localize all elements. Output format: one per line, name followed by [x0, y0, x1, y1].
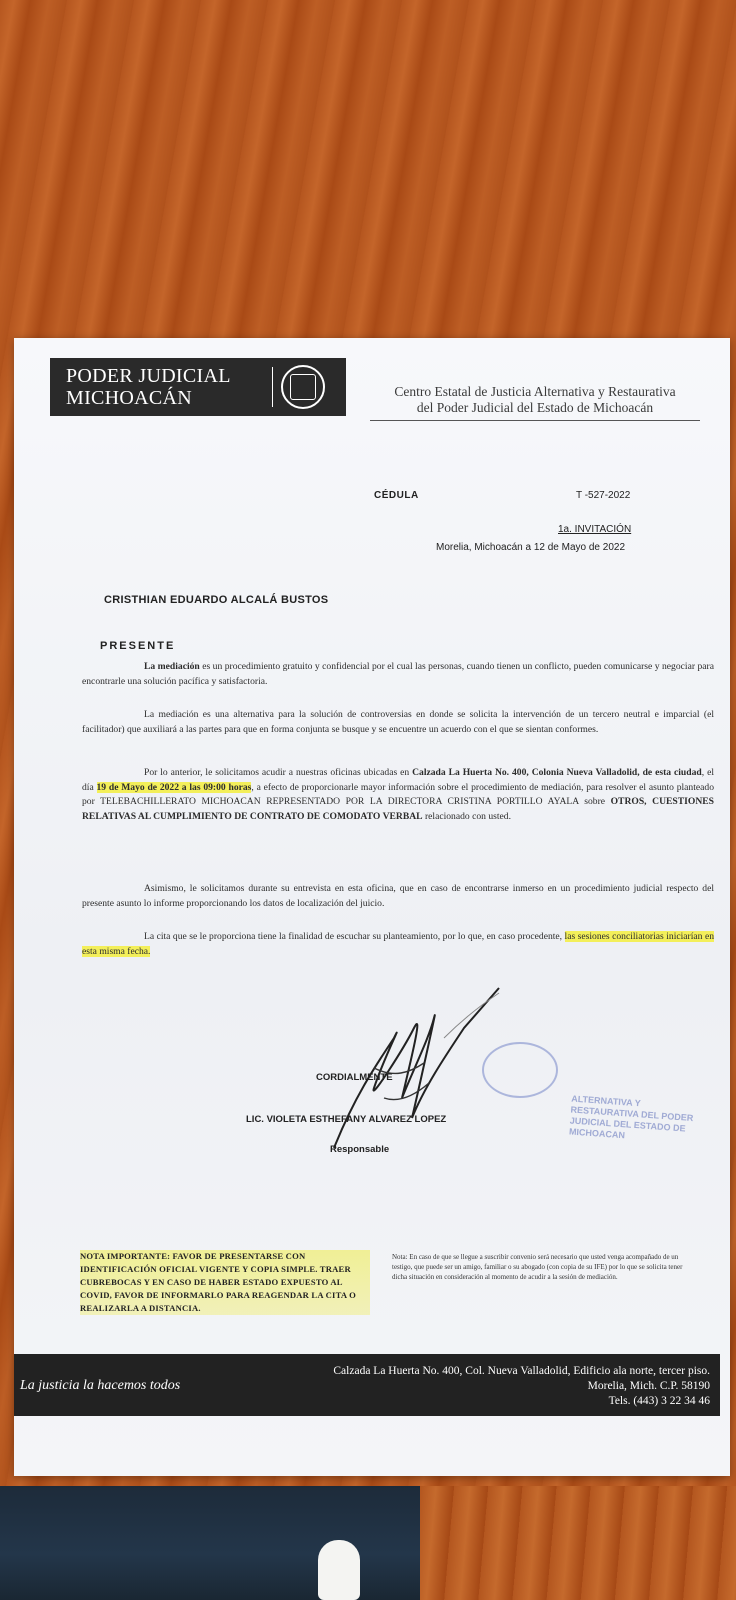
important-note: NOTA IMPORTANTE: FAVOR DE PRESENTARSE CON IDENTIFICACIÓN OFICIAL VIGENTE Y COPIA SIMPLE. TRAER CUBREBOCAS Y EN CASO DE HABER ESTADO EXPUESTO AL COVID, FAVOR DE INFORMARLO PARA REAGENDAR LA CITA O REALIZARLA A DISTANCIA.	[80, 1250, 370, 1315]
footer-address: Calzada La Huerta No. 400, Col. Nueva Valladolid, Edificio ala norte, tercer piso. Morelia, Mich. C.P. 58190 Tels. (443) 3 22 34 46	[333, 1365, 710, 1407]
org-name: PODER JUDICIAL MICHOACÁN	[66, 365, 231, 409]
glove-object	[318, 1540, 360, 1600]
header-divider	[272, 367, 273, 407]
signer-name: LIC. VIOLETA ESTHEFANY ALVAREZ LOPEZ	[246, 1114, 447, 1125]
official-stamp	[482, 1042, 558, 1098]
salutation: PRESENTE	[100, 640, 176, 652]
highlighted-sessions: las sesiones conciliatorias iniciarían en esta misma fecha.	[82, 931, 714, 957]
closing: CORDIALMENTE	[316, 1072, 393, 1083]
invitation-label: 1a. INVITACIÓN	[558, 524, 632, 535]
appointment-datetime: 19 de Mayo de 2022 a las 09:00 horas	[96, 781, 252, 793]
footer-motto: La justicia la hacemos todos	[20, 1378, 181, 1393]
paragraph-judicial-procedure: Asimismo, le solicitamos durante su entrevista en esta oficina, que en caso de encontrarse inmerso en un procedimiento judicial respecto del presente asunto lo informe proporcionando los datos de localización del juicio.	[82, 883, 714, 909]
paragraph-mediation-alternative: La mediación es una alternativa para la solución de controversias en donde se solicita la intervención de un tercero neutral e imparcial (el facilitador) que auxiliará a las partes para que en forma conjunta se busque y se encuentre un acuerdo con el que se sientan conformes.	[82, 709, 714, 735]
wood-surface	[420, 1486, 736, 1600]
signer-role: Responsable	[330, 1144, 390, 1155]
state-seal-icon	[281, 365, 325, 409]
poder-judicial-header	[50, 358, 346, 416]
stamp-text: ALTERNATIVA Y RESTAURATIVA DEL PODER JUDICIAL DEL ESTADO DE MICHOACAN	[568, 1093, 694, 1141]
paragraph-appointment: Por lo anterior, le solicitamos acudir a nuestras oficinas ubicadas en Calzada La Huerta No. 400, Colonia Nueva Valladolid, de esta ciudad, el día 19 de Mayo de 2022 a las 09:00 horas, a efecto de proporcionarle mayor información sobre el procedimiento de mediación, para resolver el asunto planteado por TELEBACHILLERATO MICHOACAN REPRESENTADO POR LA DIRECTORA CRISTINA PORTILLO AYALA sobre OTROS, CUESTIONES RELATIVAS AL CUMPLIMIENTO DE CONTRATO DE COMODATO VERBAL relacionado con usted.	[82, 767, 714, 822]
doc-type: CÉDULA	[374, 490, 419, 501]
document-sheet	[14, 338, 730, 1476]
witness-note: Nota: En caso de que se llegue a suscribir convenio será necesario que usted venga acompañado de un testigo, que puede ser un amigo, familiar o su abogado (con copia de su IFE) por lo que se solicita tener dicha situación en consideración al momento de acudir a la sesión de mediación.	[392, 1253, 683, 1281]
paragraph-mediation-definition: La mediación es un procedimiento gratuito y confidencial por el cual las personas, cuando tienen un conflicto, pueden comunicarse y negociar para encontrarle una solución pacífica y satisfactoria.	[82, 661, 714, 687]
paragraph-purpose: La cita que se le proporciona tiene la finalidad de escuchar su planteamiento, por lo que, en caso procedente, las sesiones conciliatorias iniciarían en esta misma fecha.	[82, 931, 714, 957]
place-date: Morelia, Michoacán a 12 de Mayo de 2022	[436, 542, 626, 553]
recipient-name: CRISTHIAN EDUARDO ALCALÁ BUSTOS	[104, 594, 329, 606]
footer-bar	[14, 1354, 720, 1416]
center-title: Centro Estatal de Justicia Alternativa y Restaurativa del Poder Judicial del Estado de Michoacán	[370, 384, 700, 421]
file-number: T -527-2022	[576, 490, 631, 501]
